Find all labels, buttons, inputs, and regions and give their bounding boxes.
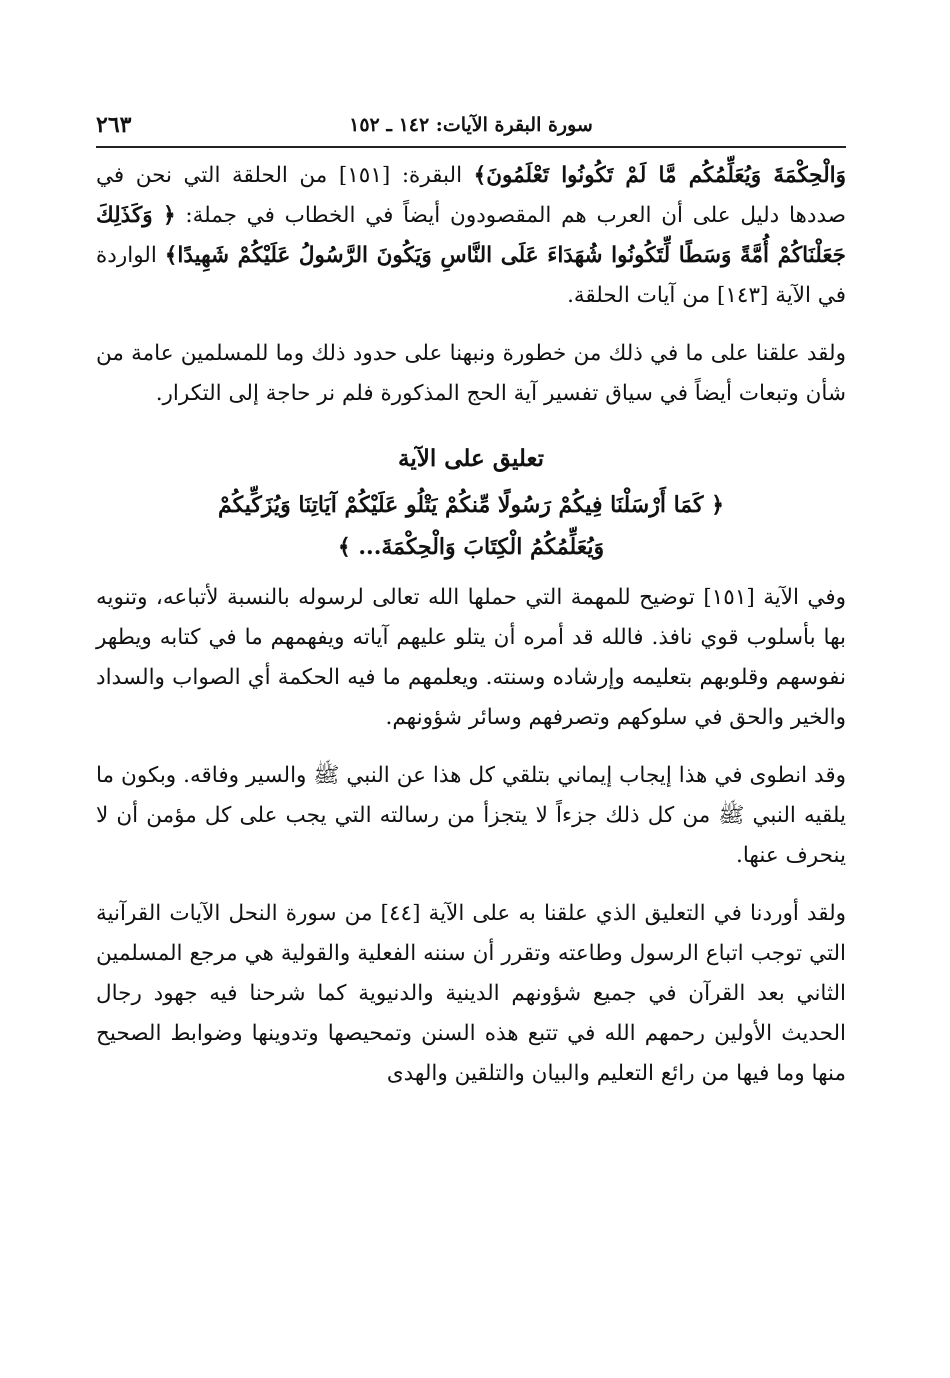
running-title: سورة البقرة الآيات: ١٤٢ ـ ١٥٢ <box>349 114 593 136</box>
paragraph-1 <box>96 156 846 316</box>
running-header <box>96 110 846 148</box>
paragraph-4: وقد انطوى في هذا إيجاب إيماني بتلقي كل هذا عن النبي ﷺ والسير وفاقه. وبكون ما يلقيه النبي ﷺ من كل ذلك جزءاً لا يتجزأ من رسالته التي يجب على كل مؤمن أن لا ينحرف عنها. <box>96 763 846 868</box>
section-verse-line-1: ﴿ كَمَا أَرْسَلْنَا فِيكُمْ رَسُولًا مِّنكُمْ يَتْلُو عَلَيْكُمْ آيَاتِنَا وَيُزَكِّيكُمْ <box>217 492 725 518</box>
section-verse-line-2: وَيُعَلِّمُكُمُ الْكِتَابَ وَالْحِكْمَةَ... ﴾ <box>337 534 605 560</box>
paragraph-1-text-b: الواردة في الآية [١٤٣] من آيات الحلقة. <box>96 243 846 308</box>
paragraph-1-text-a: البقرة: [١٥١] من الحلقة التي نحن في صددها دليل على أن العرب هم المقصودون أيضاً في الخطاب في جملة: <box>96 163 846 228</box>
book-page <box>96 110 846 1094</box>
section-verse <box>96 484 846 568</box>
paragraph-3: وفي الآية [١٥١] توضيح للمهمة التي حملها الله تعالى لرسوله بالنسبة لأتباعه، وتنويه بها بأسلوب قوي نافذ. فالله قد أمره أن يتلو عليهم آياته ويفهمهم ما في كتابه ويطهر نفوسهم وقلوبهم بتعليمه وإرشاده وسنته. ويعلمهم ما فيه الحكمة أي الصواب والسداد والخير والحق في سلوكهم وتصرفهم وسائر شؤونهم. <box>96 585 846 730</box>
page-number: ٢٦٣ <box>96 112 132 138</box>
paragraph-5: ولقد أوردنا في التعليق الذي علقنا به على الآية [٤٤] من سورة النحل الآيات القرآنية التي توجب اتباع الرسول وطاعته وتقرر أن سننه الفعلية والقولية هي مرجع المسلمين الثاني بعد القرآن في جميع شؤونهم الدينية والدنيوية كما شرحنا فيه جهود رجال الحديث الأولين رحمهم الله في تتبع هذه السنن وتمحيصها وتدوينها وضوابط الصحيح منها وما فيها من رائع التعليم والبيان والتلقين والهدى <box>96 901 847 1086</box>
quran-quote-continued: وَالْحِكْمَةَ وَيُعَلِّمُكُم مَّا لَمْ تَكُونُوا تَعْلَمُونَ﴾ <box>473 163 846 188</box>
paragraph-2: ولقد علقنا على ما في ذلك من خطورة ونبهنا على حدود ذلك وما للمسلمين عامة من شأن وتبعات أيضاً في سياق تفسير آية الحج المذكورة فلم نر حاجة إلى التكرار. <box>96 341 846 406</box>
section-heading: تعليق على الآية <box>398 445 544 472</box>
quran-quote-verse-143: ﴿ وَكَذَلِكَ جَعَلْنَاكُمْ أُمَّةً وَسَطًا لِّتَكُونُوا شُهَدَاءَ عَلَى النَّاسِ وَيَكُونَ الرَّسُولُ عَلَيْكُمْ شَهِيدًا﴾ <box>96 203 846 268</box>
